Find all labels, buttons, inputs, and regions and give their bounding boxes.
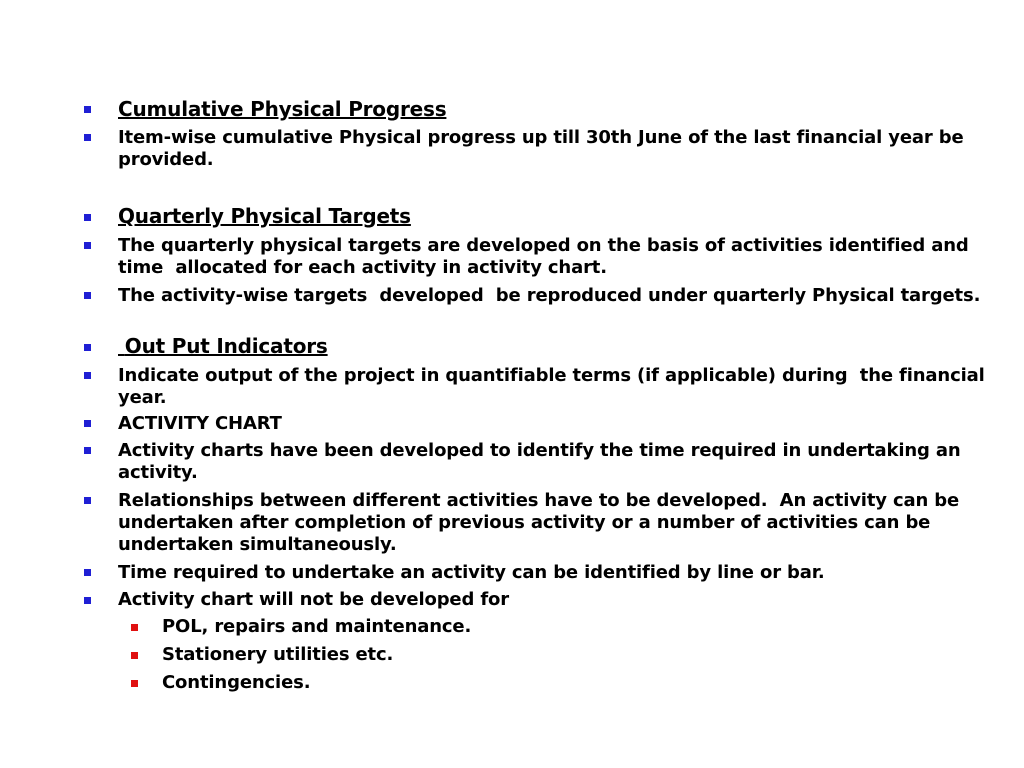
bullet-icon <box>84 214 91 221</box>
sub-bullet-icon <box>131 624 138 631</box>
bullet-text-quarterly-targets: The quarterly physical targets are developed on the basis of activities identified and time allocated for each activity in activity chart. <box>118 235 988 278</box>
bullet-icon <box>84 597 91 604</box>
sub-bullet-text-contingencies: Contingencies. <box>162 672 311 693</box>
bullet-text-relationships: Relationships between different activities have to be developed. An activity can be undertaken after completion of previous activity or a number of activities can be undertaken simultaneously. <box>118 490 966 555</box>
sub-bullet-icon <box>131 680 138 687</box>
bullet-text-indicate-output: Indicate output of the project in quantifiable terms (if applicable) during the financial year. <box>118 365 991 408</box>
bullet-text-activity-chart: ACTIVITY CHART <box>118 413 282 434</box>
bullet-icon <box>84 292 91 299</box>
bullet-icon <box>84 106 91 113</box>
bullet-icon <box>84 372 91 379</box>
bullet-icon <box>84 420 91 427</box>
bullet-icon <box>84 497 91 504</box>
bullet-text-cumulative-progress: Item-wise cumulative Physical progress up till 30th June of the last financial year be provided. <box>118 127 970 170</box>
heading-cumulative-physical-progress: Cumulative Physical Progress <box>118 97 447 121</box>
bullet-icon <box>84 134 91 141</box>
bullet-text-activity-wise-targets: The activity-wise targets developed be reproduced under quarterly Physical targets. <box>118 285 981 306</box>
bullet-icon <box>84 569 91 576</box>
bullet-icon <box>84 344 91 351</box>
bullet-text-time-required: Time required to undertake an activity can be identified by line or bar. <box>118 562 825 583</box>
sub-bullet-icon <box>131 652 138 659</box>
bullet-icon <box>84 242 91 249</box>
bullet-text-not-developed-for: Activity chart will not be developed for <box>118 589 509 610</box>
sub-bullet-text-stationery: Stationery utilities etc. <box>162 644 394 665</box>
heading-output-indicators: Out Put Indicators <box>118 334 328 358</box>
heading-quarterly-physical-targets: Quarterly Physical Targets <box>118 204 411 228</box>
sub-bullet-text-pol: POL, repairs and maintenance. <box>162 616 472 637</box>
bullet-text-activity-charts-developed: Activity charts have been developed to identify the time required in undertaking an activity. <box>118 440 967 483</box>
bullet-icon <box>84 447 91 454</box>
